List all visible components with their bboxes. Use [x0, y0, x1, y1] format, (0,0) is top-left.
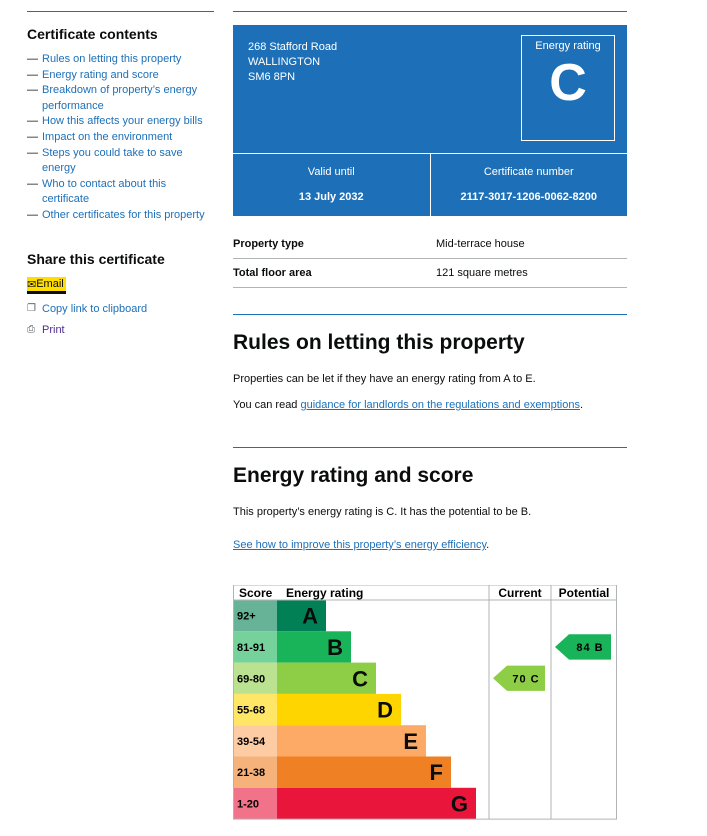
main-content — [233, 0, 627, 551]
copy-icon: ❐ — [27, 303, 36, 315]
energy-rating-box — [521, 35, 615, 141]
band-letter-d: D — [377, 697, 393, 723]
band-letter-f: F — [429, 760, 443, 786]
score-header: Score — [239, 586, 273, 600]
top-rule — [233, 11, 627, 12]
address-line: 268 Stafford Road — [248, 41, 338, 53]
contents-item — [27, 68, 214, 84]
certificate-number-label: Certificate number — [483, 166, 574, 178]
contents-item — [27, 208, 214, 224]
contents-list — [27, 52, 214, 224]
rules-paragraph: Properties can be let if they have an energy rating from A to E. — [233, 373, 536, 385]
energy-rating-chart — [233, 585, 617, 821]
email-label: Email — [36, 278, 64, 291]
improve-suffix: . — [486, 539, 490, 551]
property-key: Property type — [233, 238, 304, 250]
contents-item — [27, 83, 214, 114]
score-label-b: 81-91 — [237, 641, 266, 654]
contents-link-contact[interactable]: Who to contact about this certificate — [42, 177, 167, 206]
valid-until-label: Valid until — [307, 166, 355, 178]
property-row — [233, 230, 627, 259]
score-label-e: 39-54 — [237, 735, 266, 748]
rules-guidance-paragraph — [233, 399, 627, 411]
contents-link-rules[interactable]: Rules on letting this property — [42, 53, 182, 65]
energy-rating-header: Energy rating — [286, 586, 364, 600]
score-label-c: 69-80 — [237, 673, 266, 686]
property-key: Total floor area — [233, 267, 312, 279]
guidance-prefix: You can read — [233, 399, 301, 411]
contents-link-steps[interactable]: Steps you could take to save energy — [42, 146, 183, 175]
energy-rating-letter: C — [549, 54, 587, 112]
rules-heading: Rules on letting this property — [233, 331, 525, 354]
band-letter-a: A — [302, 603, 318, 629]
score-label-g: 1-20 — [237, 798, 260, 811]
contents-item — [27, 177, 214, 208]
sidebar — [27, 0, 214, 336]
contents-item — [27, 130, 214, 146]
landlord-guidance-link[interactable]: guidance for landlords on the regulations and exemptions — [300, 399, 580, 411]
contents-title: Certificate contents — [27, 26, 158, 42]
contents-item — [27, 52, 214, 68]
property-row — [233, 259, 627, 288]
band-letter-b: B — [327, 634, 343, 660]
email-link[interactable] — [27, 277, 66, 294]
band-bar-g — [277, 788, 476, 819]
potential-rating-label: 84 B — [576, 641, 604, 654]
score-label-f: 21-38 — [237, 767, 266, 780]
contents-link-environment[interactable]: Impact on the environment — [42, 130, 173, 143]
valid-until-cell — [233, 154, 430, 216]
score-label-a: 92+ — [237, 610, 256, 623]
property-value: 121 square metres — [436, 267, 528, 279]
band-letter-e: E — [403, 728, 418, 754]
contents-item — [27, 146, 214, 177]
print-button[interactable]: Print — [42, 323, 65, 336]
property-summary — [233, 230, 627, 288]
certificate-header — [233, 25, 627, 153]
address-line: WALLINGTON — [248, 56, 321, 68]
improve-paragraph — [233, 539, 627, 551]
guidance-suffix: . — [579, 399, 584, 411]
valid-until-value: 13 July 2032 — [298, 191, 364, 203]
print-row — [27, 324, 214, 336]
address — [248, 40, 337, 85]
potential-header: Potential — [558, 586, 610, 600]
address-line: SM6 8PN — [248, 71, 296, 83]
contents-item — [27, 114, 214, 130]
copy-link-row — [27, 303, 214, 315]
certificate-number-cell — [430, 154, 628, 216]
contents-link-rating[interactable]: Energy rating and score — [42, 68, 159, 81]
energy-paragraph: This property’s energy rating is C. It has the potential to be B. — [233, 506, 532, 518]
band-bar-f — [277, 757, 451, 788]
improve-efficiency-link[interactable]: See how to improve this property’s energy efficiency — [233, 539, 487, 551]
copy-link-button[interactable]: Copy link to clipboard — [42, 302, 148, 315]
band-letter-g: G — [450, 791, 468, 817]
share-title: Share this certificate — [27, 250, 165, 267]
current-rating-label: 70 C — [512, 673, 540, 686]
section-rule — [233, 314, 627, 315]
envelope-icon: ✉ — [27, 278, 37, 291]
printer-icon: ⎙ — [27, 324, 35, 336]
section-rule — [233, 447, 627, 448]
contents-link-other[interactable]: Other certificates for this property — [42, 208, 205, 221]
band-letter-c: C — [352, 666, 368, 692]
contents-link-bills[interactable]: How this affects your energy bills — [42, 115, 203, 128]
sidebar-rule — [27, 11, 214, 12]
property-value: Mid-terrace house — [436, 238, 525, 250]
certificate-details — [233, 153, 627, 216]
current-header: Current — [498, 586, 542, 600]
contents-link-breakdown[interactable]: Breakdown of property’s energy performance — [42, 84, 198, 112]
energy-rating-label: Energy rating — [535, 40, 601, 52]
energy-heading: Energy rating and score — [233, 464, 474, 487]
certificate-number-value: 2117-3017-1206-0062-8200 — [460, 191, 597, 203]
score-label-d: 55-68 — [237, 704, 266, 717]
